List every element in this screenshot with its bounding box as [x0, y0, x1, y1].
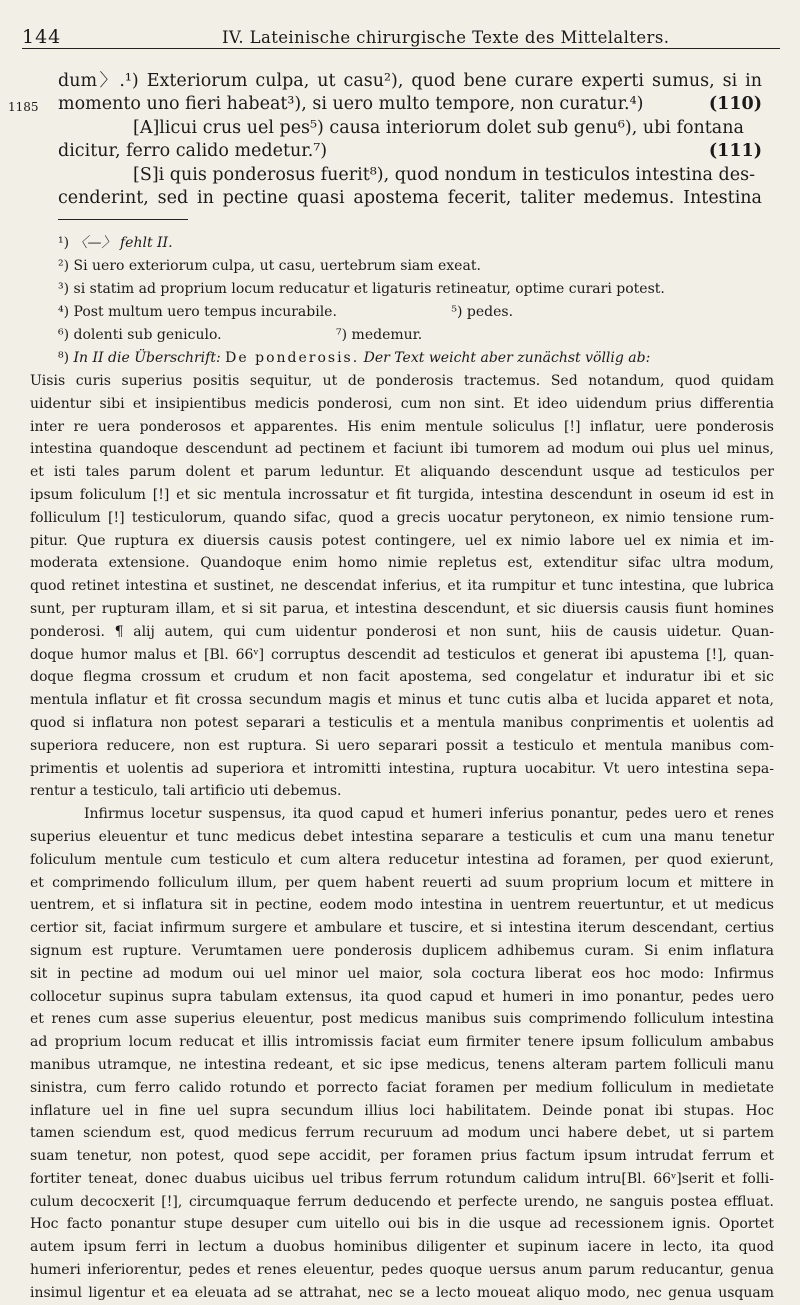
body-line: Uisis curis superius positis sequitur, ut de ponderosis tractemus. Sed notandum, quod quidam: [30, 373, 774, 389]
footnote-2: ²) Si uero exteriorum culpa, ut casu, uertebrum siam exeat.: [58, 258, 481, 274]
main-line: cenderint, sed in pectine quasi apostema fecerit, taliter medemus. Intestina: [58, 187, 762, 208]
body-line: doque flegma crossum et crudum et non facit apostema, sed congelatur et induratur ibi et sic: [30, 669, 774, 686]
main-line: [A]licui crus uel pes⁵) causa interiorum dolet sub genu⁶), ubi fontana: [133, 117, 744, 138]
body-line: fortiter teneat, donec duabus uicibus uel tribus ferrum rotundum calidum intru[Bl. 66ᵛ]serit et folli-: [30, 1170, 774, 1187]
footnote-7: ⁷) medemur.: [336, 327, 423, 343]
body-line: Hoc facto ponantur stupe desuper cum uitello oui bis in die usque ad recessionem ignis. Oportet: [30, 1216, 774, 1233]
body-line: uidentur sibi et insipientibus medicis ponderosi, cum non sint. Et ideo uidendum prius differentia: [30, 395, 774, 412]
body-line: superiora reducere, non est ruptura. Si uero separari possit a testiculo et mentula manibus com-: [30, 737, 774, 754]
footnote-italic: In II die Überschrift:: [73, 350, 221, 366]
main-line: [58, 140, 762, 163]
footnote-8: [58, 347, 762, 370]
body-line: manibus utramque, ne intestina redeant, et sic ipse medicus, tenens alteram partem folliculi manu: [30, 1056, 774, 1073]
body-line: culum decocxerit [!], circumquaque ferrum deducendo et perfecte urendo, ne sanguis postea effluat.: [30, 1193, 774, 1210]
footnote-5: ⁵) pedes.: [451, 304, 514, 320]
main-line: dum〉.¹) Exteriorum culpa, ut casu²), quod bene curare experti sumus, si in: [58, 71, 762, 91]
body-line: collocetur supinus supra tabulam extensus, ita quod capud et humeri in imo ponantur, pedes uero: [30, 988, 774, 1005]
footnote-6: ⁶) dolenti sub geniculo.: [58, 327, 222, 343]
footnote-rule: [58, 219, 188, 220]
footnote-3: ³) si statim ad proprium locum reducatur et ligaturis retineatur, optime curari potest.: [58, 281, 665, 297]
body-line: inflature uel in fine uel supra secundum illius loci habilitatem. Deinde ponat ibi stupas. Hoc: [30, 1102, 774, 1119]
footnote-mark: ¹): [58, 235, 70, 251]
footnote-6-7: [58, 324, 762, 347]
body-line: humeri inferiorentur, pedes et renes eleuentur, pedes quoque uersus anum parum reducantur, genua: [30, 1262, 774, 1279]
body-line: inter re uera ponderosos et apparentes. His enim mentule soliculus [!] inflatur, uere ponderosis: [30, 418, 774, 435]
body-line: Infirmus locetur suspensus, ita quod capud et humeri inferius ponantur, pedes uero et renes: [84, 806, 774, 823]
footnote-4: ⁴) Post multum uero tempus incurabile.: [58, 304, 337, 320]
body-line: signum est rupture. Verumtamen uere ponderosis duplicem adhibemus curam. Si enim inflatura: [30, 942, 774, 959]
footnote-4-5: [58, 301, 762, 324]
footnote-mark: ⁸): [58, 350, 70, 366]
footnote-1: [58, 232, 762, 255]
main-text: [8, 70, 762, 210]
body-line: superius eleuentur et tunc medicus debet intestina separare a testiculis et cum una manu tenetur: [30, 828, 774, 845]
body-line: autem ipsum ferri in lectum a duobus hominibus diligenter et supinum iacere in lecto, ita quod: [30, 1239, 774, 1256]
body-line: ipsum foliculum [!] et sic mentula incrossatur et fit turgida, intestina descendunt in oseum id est in: [30, 486, 774, 503]
page-header: [22, 22, 780, 50]
body-line: pitur. Que ruptura ex diuersis causis potest contingere, uel ex nimio labore uel ex nimia et im-: [30, 532, 774, 549]
body-line: sunt, per rupturam illam, et si sit parua, et intestina descendunt, et sic diuersis causis fiunt homines: [30, 600, 774, 617]
body-line: mentula inflatur et fit crossa secundum magis et minus et tunc cutis alba et lucida apparet et nota,: [30, 692, 774, 709]
body-line: ad proprium locum reducat et illis intromissis faciat eum firmiter tenere ipsum folliculum ambabus: [30, 1034, 774, 1051]
main-line-text: dicitur, ferro calido medetur.⁷): [58, 141, 328, 162]
body-line: sinistra, cum ferro calido rotundo et porrecto faciat foramen per medium folliculum in medietate: [30, 1079, 774, 1096]
line-number: 1185: [8, 100, 39, 115]
body-line: moderata extensione. Quandoque enim homo nimie repletus est, extenditur sifac ultra modum,: [30, 555, 774, 572]
body-line: intestina quandoque descendunt ad pectinem et faciunt ibi tumorem ad modum oui plus uel minus,: [30, 441, 774, 458]
footnote-spaced-title: De ponderosis.: [225, 350, 360, 366]
main-line-text: momento uno fieri habeat³), si uero multo tempore, non curatur.⁴): [58, 94, 644, 115]
body-line: sit in pectine ad modum oui uel minor uel maior, sola coctura liberat eos hoc modo: Infirmus: [30, 965, 774, 982]
body-line: uentrem, et si inflatura sit in pectine, eodem modo intestina in uentrem reuertuntur, et ut medicus: [30, 897, 774, 914]
section-number: (110): [708, 94, 762, 115]
body-line: ponderosi. ¶ alij autem, qui cum uidentur ponderosi et non sunt, hiis de causis uidetur. Quan-: [30, 623, 774, 640]
body-line: foliculum mentule cum testiculo et cum altera reducetur intestina ad foramen, per quod exierunt,: [30, 851, 774, 868]
body-line: et renes cum asse superius eleuentur, post medicus manibus suis comprimendo folliculum intestina: [30, 1011, 774, 1028]
main-line: [S]i quis ponderosus fuerit⁸), quod nondum in testiculos intestina des-: [133, 164, 755, 185]
body-line: tamen sciendum est, quod medicus ferrum recuruum ad modum unci habere debet, ut si partem: [30, 1125, 774, 1142]
body-line: doque humor malus et [Bl. 66ᵛ] corruptus descendit ad testiculos et generat ibi apustema [!], quan-: [30, 646, 774, 663]
footnote-body-text: [30, 370, 774, 1305]
body-line: rentur a testiculo, tali artificio uti debemus.: [30, 783, 342, 800]
body-line: insimul ligentur et ea eleuata ad se attrahat, nec se a lecto moueat aliquo modo, nec genua usquam: [30, 1284, 774, 1301]
running-title: IV. Lateinische chirurgische Texte des Mittelalters.: [222, 28, 670, 47]
footnote-italic: Der Text weicht aber zunächst völlig ab:: [363, 350, 651, 366]
section-number: (111): [708, 141, 762, 162]
main-line: [8, 93, 762, 116]
header-rule: [22, 48, 780, 49]
body-line: primentis et uolentis ad superiora et intromitti intestina, ruptura uocabitur. Vt uero intestina sepa-: [30, 760, 774, 777]
body-line: quod si inflatura non potest separari a testiculis et a mentula manibus conprimentis et uolentis ad: [30, 714, 774, 731]
footnote-text: 〈—〉 fehlt II.: [73, 235, 173, 251]
body-line: suam tenetur, non potest, quod sepe accidit, per foramen prius factum ipsum intrudat ferrum et: [30, 1148, 774, 1165]
body-line: et comprimendo folliculum illum, per quem habent reuerti ad suum proprium locum et mittere in: [30, 874, 774, 891]
footnotes: [58, 232, 762, 370]
body-line: certior sit, faciat infirmum surgere et ambulare et tuscire, et si intestina iterum descendant, certius: [30, 920, 774, 937]
page-number: 144: [22, 26, 62, 48]
body-line: folliculum [!] testiculorum, quando sifac, quod a grecis uocatur perytoneon, ex nimio tensione rum-: [30, 509, 774, 526]
body-line: quod retinet intestina et sustinet, ne descendat inferius, et ita rumpitur et tunc intestina, que lubrica: [30, 578, 774, 595]
body-line: et isti tales parum dolent et parum leduntur. Et aliquando descendunt usque ad testiculos per: [30, 464, 774, 481]
